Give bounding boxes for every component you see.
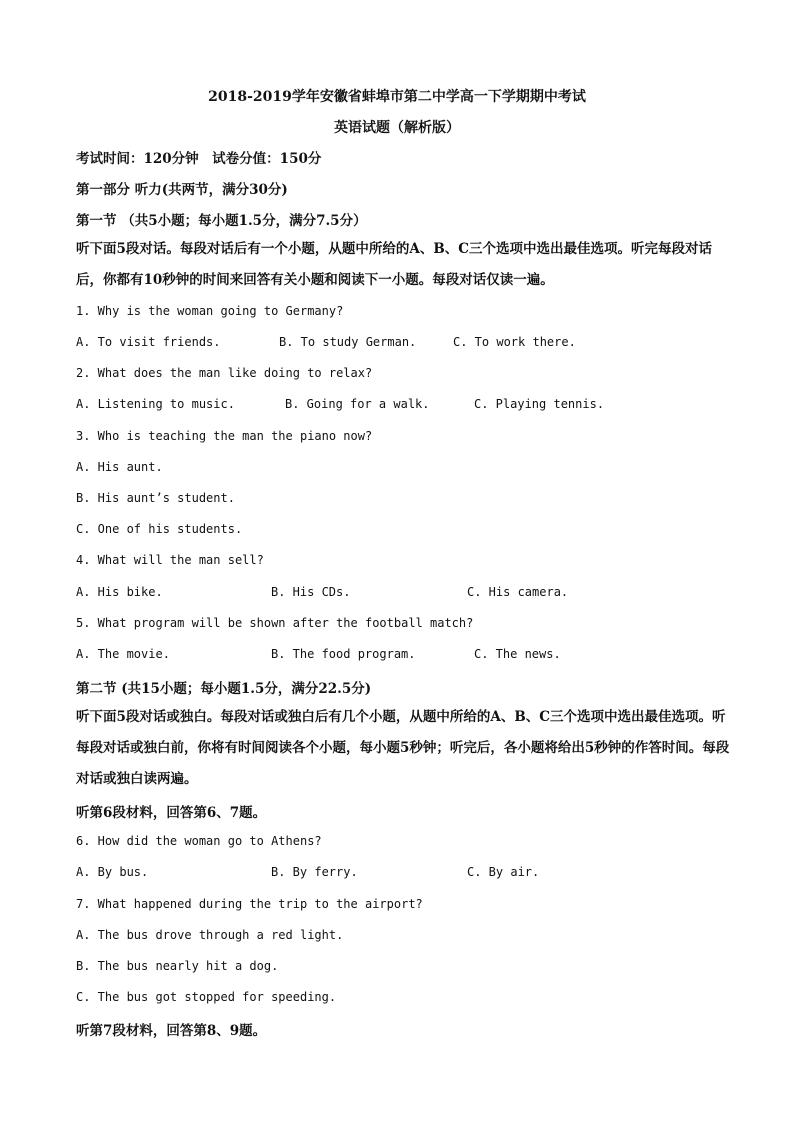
option-c: C. The bus got stopped for speeding.: [76, 990, 337, 1004]
part1-heading: 第一部分 听力(共两节，满分30分): [76, 182, 288, 198]
document-title: 2018-2019学年安徽省蚌埠市第二中学高一下学期期中考试: [208, 89, 586, 105]
question-6: 6. How did the woman go to Athens?: [76, 834, 322, 848]
question-2-options: [76, 397, 734, 413]
section2-heading: 第二节 (共15小题；每小题1.5分，满分22.5分): [76, 681, 372, 697]
question-7: 7. What happened during the trip to the airport?: [76, 897, 423, 911]
question-4: 4. What will the man sell?: [76, 553, 264, 567]
option-b: B. To study German.: [279, 335, 417, 349]
option-a: A. The movie.: [76, 647, 170, 661]
option-c: C. His camera.: [467, 585, 569, 599]
option-b: B. By ferry.: [271, 865, 358, 879]
option-a: A. Listening to music.: [76, 397, 235, 411]
question-6-options: [76, 865, 734, 881]
option-a: A. The bus drove through a red light.: [76, 928, 344, 942]
option-c: C. Playing tennis.: [474, 397, 605, 411]
option-c: C. The news.: [474, 647, 561, 661]
option-c: C. By air.: [467, 865, 540, 879]
option-a: A. By bus.: [76, 865, 149, 879]
exam-info: 考试时间：120分钟 试卷分值：150分: [76, 151, 322, 167]
option-a: A. To visit friends.: [76, 335, 221, 349]
option-b: B. The food program.: [271, 647, 416, 661]
question-2: 2. What does the man like doing to relax?: [76, 366, 373, 380]
section2-instructions: 听下面5段对话或独白。每段对话或独白后有几个小题，从题中所给的A、B、C三个选项中选出最佳选项。听每段对话或独白前，你将有时间阅读各个小题，每小题5秒钟；听完后，各小题将给出5秒钟的作答时间。每段对话或独白读两遍。: [76, 709, 730, 787]
question-1-options: [76, 335, 734, 351]
option-c: C. To work there.: [453, 335, 576, 349]
section1-instructions: 听下面5段对话。每段对话后有一个小题，从题中所给的A、B、C三个选项中选出最佳选项。听完每段对话后，你都有10秒钟的时间来回答有关小题和阅读下一小题。每段对话仅读一遍。: [76, 241, 713, 288]
option-b: B. Going for a walk.: [285, 397, 430, 411]
question-3: 3. Who is teaching the man the piano now?: [76, 429, 373, 443]
option-c: C. One of his students.: [76, 522, 243, 536]
option-b: B. The bus nearly hit a dog.: [76, 959, 279, 973]
question-4-options: [76, 585, 734, 601]
question-5-options: [76, 647, 734, 663]
option-a: A. His aunt.: [76, 460, 163, 474]
document-subtitle: 英语试题（解析版）: [334, 120, 460, 136]
question-5: 5. What program will be shown after the football match?: [76, 616, 474, 630]
section1-heading: 第一节 （共5小题；每小题1.5分，满分7.5分）: [76, 213, 367, 229]
material-6-heading: 听第6段材料，回答第6、7题。: [76, 805, 267, 821]
option-b: B. His aunt’s student.: [76, 491, 235, 505]
question-1: 1. Why is the woman going to Germany?: [76, 304, 344, 318]
option-a: A. His bike.: [76, 585, 163, 599]
option-b: B. His CDs.: [271, 585, 351, 599]
material-7-heading: 听第7段材料，回答第8、9题。: [76, 1023, 267, 1039]
